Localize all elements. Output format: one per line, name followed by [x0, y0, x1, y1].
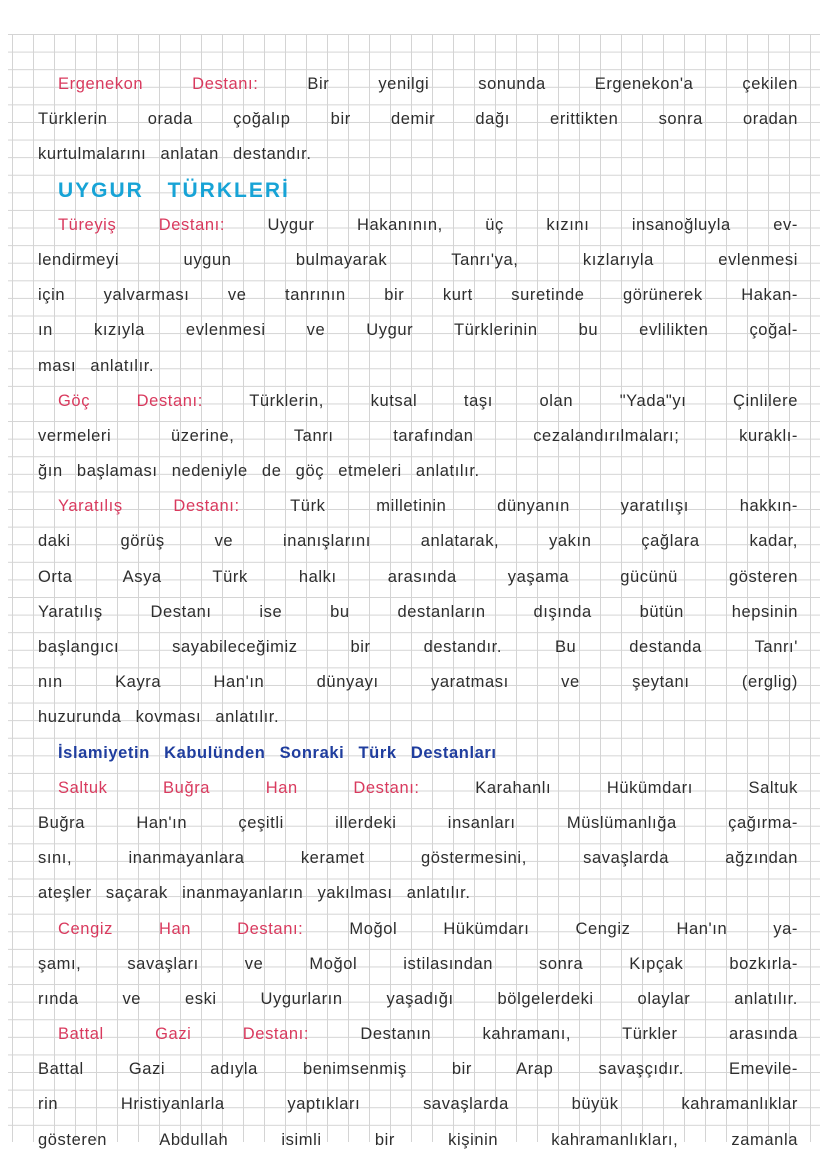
note-text: Buğra Han'ın çeşitli illerdeki insanları Müslümanlığa çağırma- — [38, 813, 798, 832]
note-text: rin Hristiyanlarla yaptıkları savaşlarda büyük kahramanlıklar — [38, 1095, 798, 1114]
note-line — [38, 806, 798, 841]
note-line — [38, 1123, 798, 1158]
note-line — [38, 454, 798, 489]
note-text: Türklerin, kutsal taşı olan "Yada"yı Çinlilere — [202, 391, 798, 410]
note-text: daki görüş ve inanışlarını anlatarak, yakın çağlara kadar, — [38, 532, 798, 551]
note-line — [38, 771, 798, 806]
note-line — [38, 313, 798, 348]
note-line — [38, 208, 798, 243]
note-text: Battal Gazi adıyla benimsenmiş bir Arap savaşçıdır. Emevile- — [38, 1060, 798, 1079]
note-line — [38, 1087, 798, 1122]
note-line — [38, 137, 798, 172]
note-line — [38, 102, 798, 137]
note-line — [38, 1017, 798, 1052]
note-text: Orta Asya Türk halkı arasında yaşama gücünü gösteren — [38, 567, 798, 586]
note-text: ması anlatılır. — [38, 356, 155, 375]
note-line — [38, 489, 798, 524]
note-line — [38, 560, 798, 595]
note-line — [38, 841, 798, 876]
note-text: gösteren Abdullah isimli bir kişinin kahramanlıkları, zamanla — [38, 1130, 798, 1149]
note-text: Karahanlı Hükümdarı Saltuk — [419, 778, 798, 797]
note-line — [38, 524, 798, 559]
note-line — [38, 665, 798, 700]
note-line — [38, 947, 798, 982]
note-line — [38, 349, 798, 384]
note-text: Uygur Hakanının, üç kızını insanoğluyla ev- — [225, 215, 798, 234]
note-line — [38, 630, 798, 665]
epic-title-label: Battal Gazi Destanı: — [58, 1025, 310, 1044]
note-text: rında ve eski Uygurların yaşadığı bölgelerdeki olaylar anlatılır. — [38, 989, 798, 1008]
note-line — [38, 595, 798, 630]
note-line — [38, 278, 798, 313]
note-text: Türklerin orada çoğalıp bir demir dağı erittikten sonra oradan — [38, 110, 798, 129]
note-text: kurtulmalarını anlatan destandır. — [38, 145, 312, 164]
note-text: ın kızıyla evlenmesi ve Uygur Türklerinin bu evlilikten çoğal- — [38, 321, 798, 340]
note-text: Türk milletinin dünyanın yaratılışı hakkın- — [239, 497, 798, 516]
note-line — [38, 1052, 798, 1087]
note-text: lendirmeyi uygun bulmayarak Tanrı'ya, kızlarıyla evlenmesi — [38, 250, 798, 269]
note-line — [38, 982, 798, 1017]
section-heading-line — [38, 736, 798, 771]
note-text: ateşler saçarak inanmayanların yakılması anlatılır. — [38, 884, 471, 903]
note-text: Bir yenilgi sonunda Ergenekon'a çekilen — [258, 75, 798, 93]
note-line — [38, 243, 798, 278]
note-text: vermeleri üzerine, Tanrı tarafından cezalandırılmaları; kuraklı- — [38, 426, 798, 445]
note-text: Yaratılış Destanı ise bu destanların dışında bütün hepsinin — [38, 602, 798, 621]
epic-title-label: Ergenekon Destanı: — [58, 75, 259, 93]
grid-paper-page — [8, 34, 820, 1149]
note-line — [38, 384, 798, 419]
note-line — [38, 700, 798, 735]
epic-title-label: Türeyiş Destanı: — [58, 215, 226, 234]
note-text: başlangıcı sayabileceğimiz bir destandır. Bu destanda Tanrı' — [38, 638, 798, 656]
note-text: için yalvarması ve tanrının bir kurt suretinde görünerek Hakan- — [38, 286, 798, 305]
handwritten-notes — [38, 67, 798, 1158]
note-text: ğın başlaması nedeniyle de göç etmeleri anlatılır. — [38, 462, 480, 481]
note-text: Moğol Hükümdarı Cengiz Han'ın ya- — [303, 919, 798, 938]
note-line — [38, 876, 798, 911]
section-heading: İslamiyetin Kabulünden Sonraki Türk Destanları — [58, 743, 497, 762]
note-line — [38, 419, 798, 454]
section-heading-line — [38, 173, 798, 208]
epic-title-label: Saltuk Buğra Han Destanı: — [58, 778, 420, 797]
epic-title-label: Yaratılış Destanı: — [58, 497, 240, 516]
note-line — [38, 912, 798, 947]
epic-title-label: Göç Destanı: — [58, 391, 203, 410]
note-text: sını, inanmayanlara keramet göstermesini, savaşlarda ağzından — [38, 849, 798, 868]
note-text: huzurunda kovması anlatılır. — [38, 708, 280, 727]
note-text: Destanın kahramanı, Türkler arasında — [309, 1025, 798, 1044]
note-text: şamı, savaşları ve Moğol istilasından sonra Kıpçak bozkırla- — [38, 954, 798, 973]
epic-title-label: Cengiz Han Destanı: — [58, 919, 304, 938]
note-line — [38, 67, 798, 102]
section-heading: UYGUR TÜRKLERİ — [58, 178, 290, 202]
note-text: nın Kayra Han'ın dünyayı yaratması ve şeytanı (erglig) — [38, 673, 798, 692]
